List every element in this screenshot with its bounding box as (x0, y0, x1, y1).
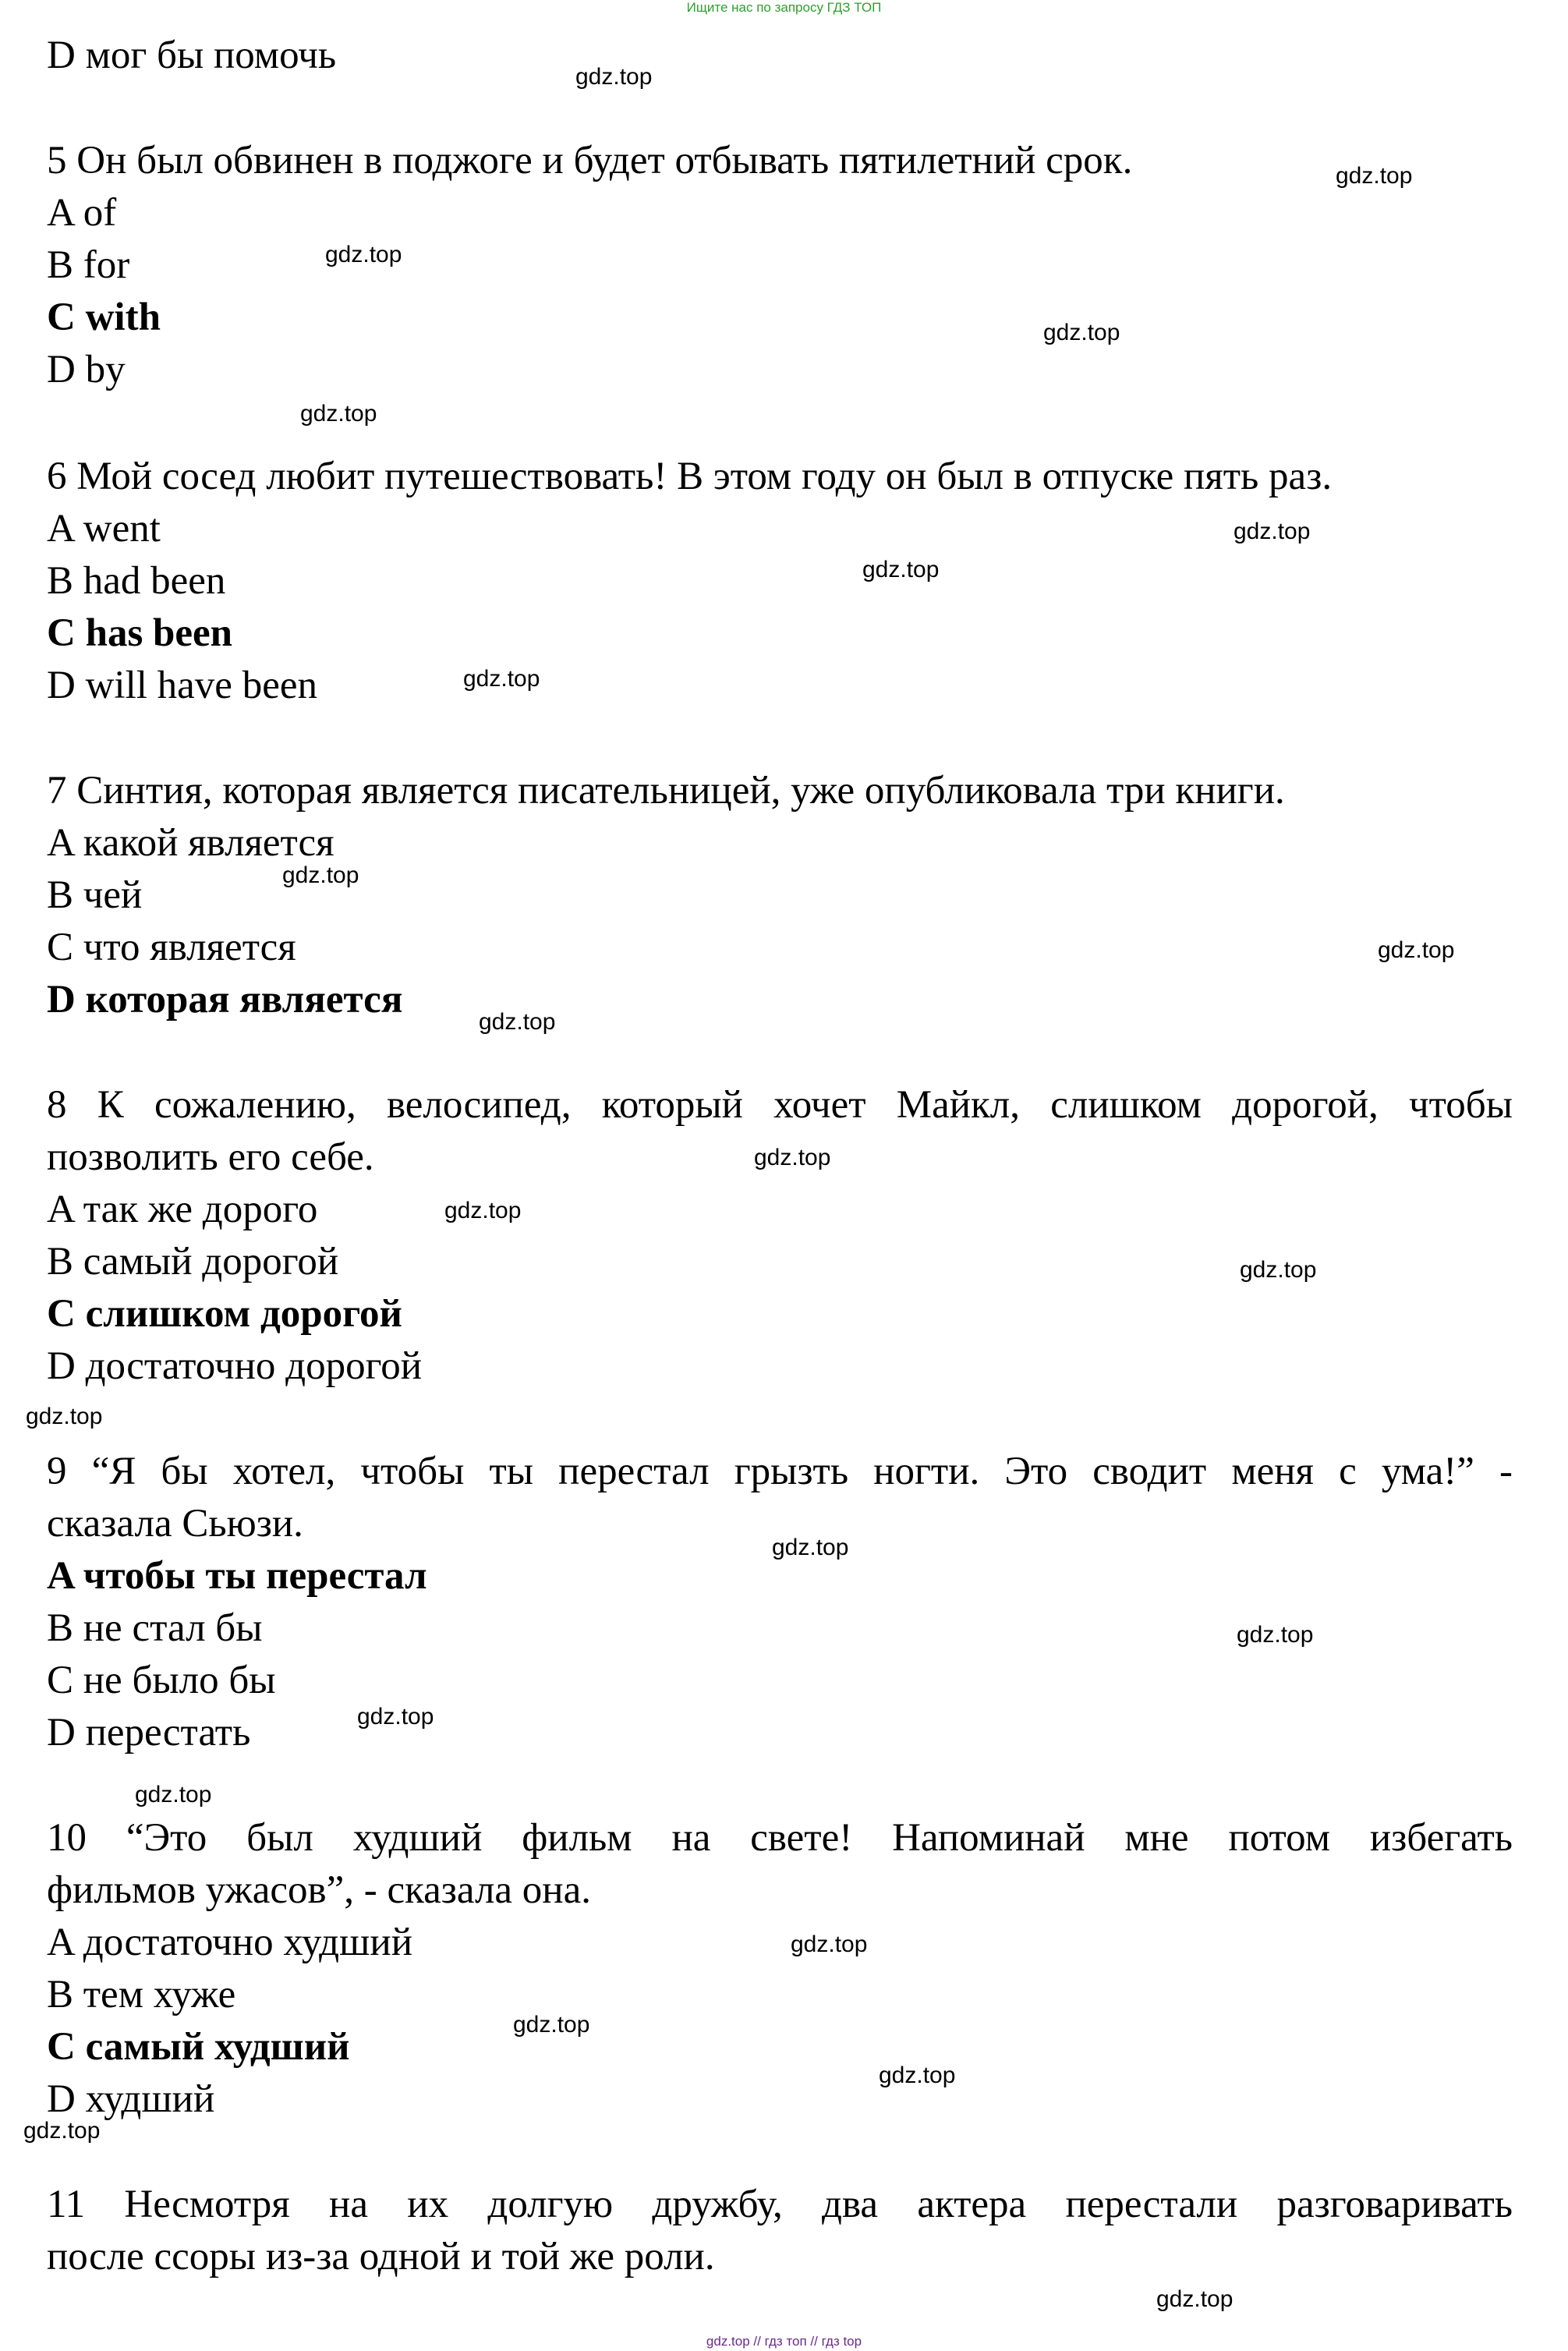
option-4d: D мог бы помочь (47, 34, 337, 77)
option-10b: B тем хуже (47, 1973, 236, 2016)
watermark: gdz.top (754, 1145, 831, 1170)
watermark: gdz.top (791, 1931, 868, 1957)
bottom-banner[interactable]: gdz.top // гдз топ // гдз top (706, 2334, 862, 2349)
option-9c: C не было бы (47, 1659, 276, 1702)
option-5b: B for (47, 243, 130, 287)
option-6a: A went (47, 507, 161, 551)
watermark: gdz.top (1240, 1257, 1317, 1283)
option-10a: A достаточно худший (47, 1921, 412, 1964)
watermark: gdz.top (479, 1009, 556, 1035)
option-5a: A of (47, 191, 117, 235)
option-6c-answer: C has been (47, 611, 233, 655)
watermark: gdz.top (575, 64, 653, 90)
question-11-cont: после ссоры из-за одной и той же роли. (47, 2235, 715, 2278)
watermark: gdz.top (862, 557, 940, 582)
question-10: 10 “Это был худший фильм на свете! Напоминай мне потом избегать (47, 1816, 1513, 1860)
watermark: gdz.top (357, 1704, 434, 1730)
option-8d: D достаточно дорогой (47, 1344, 423, 1388)
watermark: gdz.top (300, 401, 377, 427)
question-11: 11 Несмотря на их долгую дружбу, два актера перестали разговаривать (47, 2183, 1513, 2226)
watermark: gdz.top (135, 1782, 212, 1808)
option-10c-answer: C самый худший (47, 2025, 350, 2069)
option-7b: B чей (47, 873, 143, 917)
option-7c: C что является (47, 926, 296, 969)
option-5d: D by (47, 348, 126, 391)
watermark: gdz.top (463, 666, 540, 692)
question-9: 9 “Я бы хотел, чтобы ты перестал грызть ногти. Это сводит меня с ума!” - (47, 1450, 1513, 1493)
top-banner[interactable]: Ищите нас по запросу ГДЗ ТОП (686, 0, 882, 15)
question-7: 7 Синтия, которая является писательницей, уже опубликовала три книги. (47, 769, 1285, 813)
watermark: gdz.top (325, 242, 402, 267)
watermark: gdz.top (513, 2012, 590, 2038)
option-7a: A какой является (47, 821, 334, 865)
option-8b: B самый дорогой (47, 1240, 339, 1283)
watermark: gdz.top (879, 2062, 956, 2088)
option-5c-answer: C with (47, 296, 161, 339)
option-9b: B не стал бы (47, 1606, 263, 1650)
watermark: gdz.top (26, 1404, 103, 1429)
option-7d-answer: D которая является (47, 978, 403, 1021)
question-8: 8 К сожалению, велосипед, который хочет Майкл, слишком дорогой, чтобы (47, 1083, 1513, 1127)
watermark: gdz.top (282, 862, 359, 888)
question-10-cont: фильмов ужасов”, - сказала она. (47, 1868, 591, 1912)
question-9-cont: сказала Сьюзи. (47, 1502, 303, 1545)
watermark: gdz.top (1336, 163, 1413, 189)
watermark: gdz.top (23, 2118, 101, 2144)
option-10d: D худший (47, 2077, 215, 2121)
option-9a-answer: A чтобы ты перестал (47, 1554, 427, 1598)
watermark: gdz.top (1156, 2286, 1234, 2312)
option-9d: D перестать (47, 1711, 251, 1754)
option-6b: B had been (47, 559, 226, 603)
watermark: gdz.top (1237, 1622, 1314, 1648)
option-8c-answer: C слишком дорогой (47, 1292, 402, 1336)
question-8-cont: позволить его себе. (47, 1135, 374, 1179)
watermark: gdz.top (1043, 320, 1120, 345)
question-6: 6 Мой сосед любит путешествовать! В этом году он был в отпуске пять раз. (47, 455, 1333, 498)
watermark: gdz.top (1234, 519, 1311, 544)
watermark: gdz.top (772, 1535, 849, 1560)
question-5: 5 Он был обвинен в поджоге и будет отбывать пятилетний срок. (47, 139, 1133, 182)
option-8a: A так же дорого (47, 1188, 318, 1231)
watermark: gdz.top (444, 1198, 522, 1223)
watermark: gdz.top (1378, 937, 1455, 963)
option-6d: D will have been (47, 664, 317, 707)
